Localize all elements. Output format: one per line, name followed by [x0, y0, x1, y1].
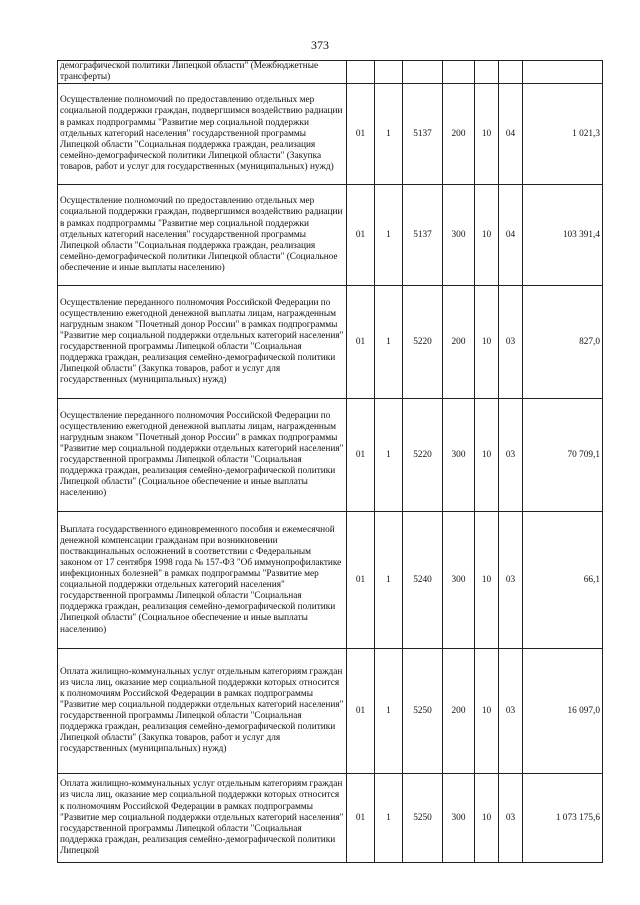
cell-direction: 5220 [403, 286, 443, 399]
cell-subprogram: 1 [375, 512, 403, 649]
cell-expense-type: 300 [443, 774, 475, 863]
cell-section: 10 [475, 399, 499, 512]
cell-amount: 16 097,0 [523, 649, 603, 774]
cell-subsection: 03 [499, 286, 523, 399]
cell-expense-type [443, 61, 475, 84]
cell-amount: 1 021,3 [523, 84, 603, 185]
table-row [58, 774, 603, 863]
row-description: Оплата жилищно-коммунальных услуг отдельным категориям граждан из числа лиц, оказание мер социальной поддержки которых относится к полномочиям Российской Федерации в рамках подпрограммы "Развитие мер социальной поддержки отдельных категорий населения" государственной программы Липецкой области "Социальная поддержка граждан, реализация семейно-демографической политики Липецкой области" (Закупка товаров, работ и услуг для государственных (муниципальных) нужд) [58, 649, 347, 774]
cell-amount: 70 709,1 [523, 399, 603, 512]
cell-section: 10 [475, 84, 499, 185]
cell-direction: 5220 [403, 399, 443, 512]
page-number: 373 [311, 38, 329, 52]
cell-section: 10 [475, 512, 499, 649]
cell-expense-type: 300 [443, 399, 475, 512]
cell-direction: 5137 [403, 84, 443, 185]
cell-direction: 5250 [403, 774, 443, 863]
cell-expense-type: 300 [443, 185, 475, 286]
cell-amount: 66,1 [523, 512, 603, 649]
cell-section: 10 [475, 286, 499, 399]
cell-section [475, 61, 499, 84]
cell-program: 01 [347, 512, 375, 649]
table-row [58, 61, 603, 84]
cell-program: 01 [347, 185, 375, 286]
cell-section: 10 [475, 774, 499, 863]
cell-direction: 5250 [403, 649, 443, 774]
cell-subsection [499, 61, 523, 84]
cell-section: 10 [475, 649, 499, 774]
cell-program: 01 [347, 84, 375, 185]
cell-subprogram: 1 [375, 774, 403, 863]
cell-subsection: 03 [499, 649, 523, 774]
row-description: Выплата государственного единовременного пособия и ежемесячной денежной компенсации гражданам при возникновении поствакцинальных осложнений в соответствии с Федеральным законом от 17 сентября 1998 года № 157-ФЗ "Об иммунопрофилактике инфекционных болезней" в рамках подпрограммы "Развитие мер социальной поддержки отдельных категорий населения" государственной программы Липецкой области "Социальная поддержка граждан, реализация семейно-демографической политики Липецкой области" (Социальное обеспечение и иные выплаты населению) [58, 512, 347, 649]
budget-table [57, 60, 603, 863]
cell-subsection: 04 [499, 84, 523, 185]
row-description: Оплата жилищно-коммунальных услуг отдельным категориям граждан из числа лиц, оказание мер социальной поддержки которых относится к полномочиям Российской Федерации в рамках подпрограммы "Развитие мер социальной поддержки отдельных категорий населения" государственной программы Липецкой области "Социальная поддержка граждан, реализация семейно-демографической политики Липецкой [58, 774, 347, 863]
cell-subsection: 03 [499, 399, 523, 512]
cell-amount: 827,0 [523, 286, 603, 399]
table-row [58, 399, 603, 512]
cell-subprogram: 1 [375, 185, 403, 286]
cell-subprogram: 1 [375, 399, 403, 512]
table-row [58, 512, 603, 649]
cell-expense-type: 300 [443, 512, 475, 649]
cell-direction: 5240 [403, 512, 443, 649]
row-description: Осуществление полномочий по предоставлению отдельных мер социальной поддержки граждан, подвергшимся воздействию радиации в рамках подпрограммы "Развитие мер социальной поддержки отдельных категорий населения" государственной программы Липецкой области "Социальная поддержка граждан, реализация семейно-демографической политики Липецкой области" (Закупка товаров, работ и услуг для государственных (муниципальных) нужд) [58, 84, 347, 185]
cell-subprogram: 1 [375, 84, 403, 185]
cell-amount: 103 391,4 [523, 185, 603, 286]
cell-amount [523, 61, 603, 84]
cell-subprogram [375, 61, 403, 84]
cell-expense-type: 200 [443, 286, 475, 399]
cell-direction [403, 61, 443, 84]
row-description: демографической политики Липецкой области" (Межбюджетные трансферты) [58, 61, 347, 84]
table-row [58, 84, 603, 185]
cell-subsection: 03 [499, 774, 523, 863]
cell-expense-type: 200 [443, 649, 475, 774]
cell-direction: 5137 [403, 185, 443, 286]
cell-subprogram: 1 [375, 649, 403, 774]
row-description: Осуществление переданного полномочия Российской Федерации по осуществлению ежегодной денежной выплаты лицам, награжденным нагрудным знаком "Почетный донор России" в рамках подпрограммы "Развитие мер социальной поддержки отдельных категорий населения" государственной программы Липецкой области "Социальная поддержка граждан, реализация семейно-демографической политики Липецкой области" (Социальное обеспечение и иные выплаты населению) [58, 399, 347, 512]
table-row [58, 185, 603, 286]
cell-program: 01 [347, 774, 375, 863]
table-row [58, 286, 603, 399]
cell-amount: 1 073 175,6 [523, 774, 603, 863]
cell-subsection: 03 [499, 512, 523, 649]
cell-subprogram: 1 [375, 286, 403, 399]
cell-program: 01 [347, 399, 375, 512]
cell-section: 10 [475, 185, 499, 286]
cell-expense-type: 200 [443, 84, 475, 185]
table-row [58, 649, 603, 774]
row-description: Осуществление переданного полномочия Российской Федерации по осуществлению ежегодной денежной выплаты лицам, награжденным нагрудным знаком "Почетный донор России" в рамках подпрограммы "Развитие мер социальной поддержки отдельных категорий населения" государственной программы Липецкой области "Социальная поддержка граждан, реализация семейно-демографической политики Липецкой области" (Закупка товаров, работ и услуг для государственных (муниципальных) нужд) [58, 286, 347, 399]
cell-program: 01 [347, 286, 375, 399]
cell-program: 01 [347, 649, 375, 774]
row-description: Осуществление полномочий по предоставлению отдельных мер социальной поддержки граждан, подвергшимся воздействию радиации в рамках подпрограммы "Развитие мер социальной поддержки отдельных категорий населения" государственной программы Липецкой области "Социальная поддержка граждан, реализация семейно-демографической политики Липецкой области" (Социальное обеспечение и иные выплаты населению) [58, 185, 347, 286]
cell-program [347, 61, 375, 84]
cell-subsection: 04 [499, 185, 523, 286]
